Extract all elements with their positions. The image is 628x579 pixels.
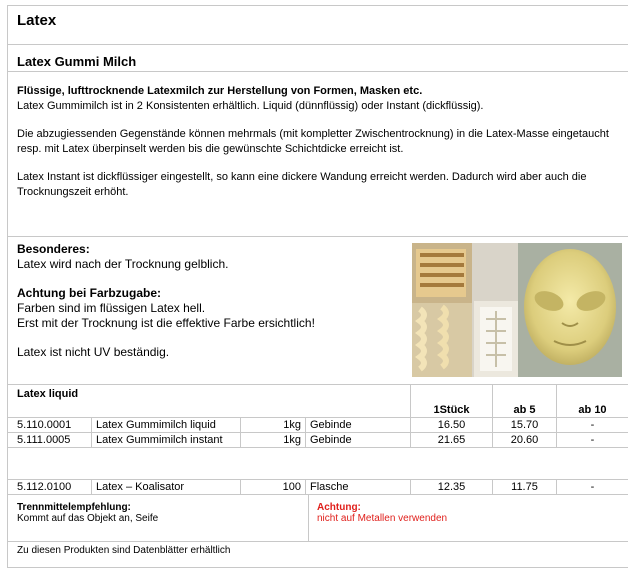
product-sheet (7, 5, 628, 568)
article-name: Latex – Koalisator (92, 480, 241, 495)
title-row (8, 6, 628, 45)
description-line1: Latex Gummimilch ist in 2 Konsistenten erhältlich. Liquid (dünnflüssig) oder Instant (dickflüssig). (17, 100, 484, 112)
price-10: - (557, 480, 628, 495)
article-code: 5.110.0001 (8, 418, 92, 433)
article-unit: Gebinde (306, 418, 411, 433)
price-10: - (557, 418, 628, 433)
article-code: 5.111.0005 (8, 433, 92, 448)
price-5: 20.60 (493, 433, 557, 448)
price-1: 12.35 (411, 480, 493, 495)
color-warning-text-b: Erst mit der Trocknung ist die effektive Farbe ersichtlich! (17, 316, 315, 330)
warning-text: nicht auf Metallen verwenden (317, 513, 608, 524)
special-heading: Besonderes: (17, 242, 90, 256)
description-section (8, 72, 628, 237)
table-row (8, 480, 628, 495)
article-qty: 1kg (241, 433, 306, 448)
latex-molds-image (412, 243, 622, 377)
table-row (8, 433, 628, 448)
header-1stueck: 1Stück (411, 403, 493, 418)
price-10: - (557, 433, 628, 448)
page-title: Latex (8, 6, 628, 29)
article-unit: Gebinde (306, 433, 411, 448)
price-1: 21.65 (411, 433, 493, 448)
article-name: Latex Gummimilch liquid (92, 418, 241, 433)
product-subtitle: Latex Gummi Milch (8, 53, 628, 69)
release-agent-text: Kommt auf das Objekt an, Seife (17, 513, 297, 524)
article-qty: 100 (241, 480, 306, 495)
header-ab10: ab 10 (557, 403, 628, 418)
article-code: 5.112.0100 (8, 480, 92, 495)
description-lead: Flüssige, lufttrocknende Latexmilch zur Herstellung von Formen, Masken etc. (17, 85, 422, 97)
color-warning-text-a: Farben sind im flüssigen Latex hell. (17, 301, 205, 315)
price-1: 16.50 (411, 418, 493, 433)
article-qty: 1kg (241, 418, 306, 433)
description-para2: Die abzugiessenden Gegenstände können mehrmals (mit kompletter Zwischentrocknung) in die Latex-Masse eingetaucht resp. mit Latex überpinselt werden bis die gewünschte Schichtdicke erreicht ist. (17, 127, 628, 157)
special-text: Latex wird nach der Trocknung gelblich. (17, 257, 228, 271)
uv-note: Latex ist nicht UV beständig. (17, 345, 397, 360)
color-warning-heading: Achtung bei Farbzugabe: (17, 286, 161, 300)
warning-label: Achtung: (317, 502, 608, 513)
price-section-title: Latex liquid (8, 385, 411, 403)
header-ab5: ab 5 (493, 403, 557, 418)
article-unit: Flasche (306, 480, 411, 495)
article-name: Latex Gummimilch instant (92, 433, 241, 448)
description-para3: Latex Instant ist dickflüssiger eingestellt, so kann eine dickere Wandung erreicht werden. Dadurch wird aber auch die Trocknungszeit erhöht. (17, 170, 628, 200)
price-5: 15.70 (493, 418, 557, 433)
table-row (8, 418, 628, 433)
price-table (8, 385, 628, 495)
datasheet-note: Zu diesen Produkten sind Datenblätter erhältlich (8, 542, 628, 556)
subtitle-row (8, 53, 628, 72)
release-agent-label: Trennmittelempfehlung: (17, 502, 297, 513)
price-5: 11.75 (493, 480, 557, 495)
notes-section (8, 495, 628, 542)
product-photo (412, 243, 622, 377)
special-section (8, 237, 628, 385)
